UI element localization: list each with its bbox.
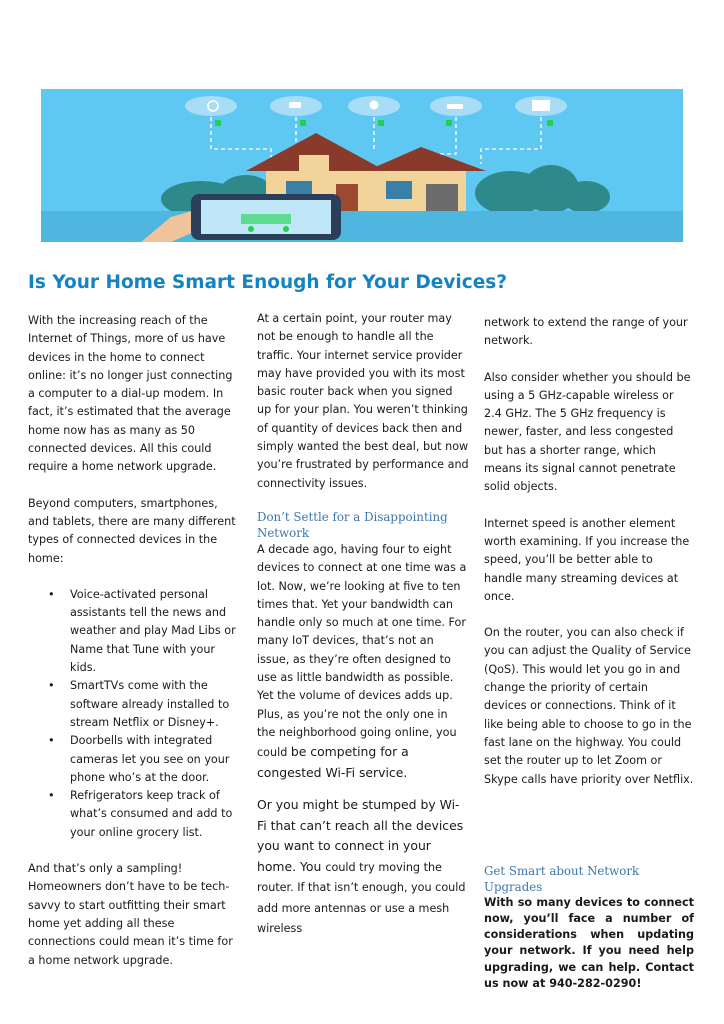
- device-types-paragraph: Beyond computers, smartphones, and tablets, there are many different types of connected devices in the home:: [28, 496, 236, 565]
- qos-paragraph: On the router, you can also check if you can adjust the Quality of Service (QoS). This would let you go in and change the priority of certain devices or connections. Think of it like being able to choose to go in the fast lane on the highway. You could set the router up to let Zoom or Skype calls have priority over Netflix.: [484, 626, 694, 786]
- bullet-icon: •: [48, 734, 55, 748]
- call-to-action: With so many devices to connect now, you’ll face a number of considerations when updating your network. If you need help upgrading, we can help. Contact us now at 940-282-0290!: [484, 895, 694, 990]
- list-item: • SmartTVs come with the software already installed to stream Netflix or Disney+.: [48, 679, 230, 729]
- list-item: • Refrigerators keep track of what’s consumed and add to your online grocery list.: [48, 789, 233, 839]
- list-item: • Doorbells with integrated cameras let you see on your phone who’s at the door.: [48, 734, 230, 784]
- page-title: Is Your Home Smart Enough for Your Devices?: [28, 272, 507, 293]
- device-list: [28, 586, 240, 842]
- bandwidth-paragraph: A decade ago, having four to eight devices to connect at one time was a lot. Now, we’re looking at five to ten times that. Yet your bandwidth can handle only so much at one time. For many IoT devices, that’s not an issue, as they’re often designed to use as little bandwidth as possible. Yet the volume of devices adds up. Plus, as you’re not the only one in the neighborhood going online, you could be competing for a congested Wi-Fi service.: [257, 542, 467, 780]
- column-3: [484, 314, 694, 992]
- column-2: [257, 310, 469, 939]
- section-heading-disappointing-network: Don’t Settle for a Disappointing Network: [257, 509, 448, 540]
- mesh-continuation-paragraph: network to extend the range of your network.: [484, 316, 688, 348]
- section-heading-network-upgrades: Get Smart about Network Upgrades: [484, 863, 640, 894]
- bullet-icon: •: [48, 587, 55, 601]
- hero-illustration: [41, 89, 683, 242]
- smart-home-illustration: [41, 89, 683, 242]
- wifi-reach-paragraph: Or you might be stumped by Wi-Fi that can’t reach all the devices you want to connect in your home. You could try moving the router. If that isn’t enough, you could add more antennas or use a mesh wireless: [257, 797, 466, 936]
- internet-speed-paragraph: Internet speed is another element worth examining. If you increase the speed, you’ll be better able to handle many streaming devices at once.: [484, 516, 690, 603]
- frequency-paragraph: Also consider whether you should be using a 5 GHz-capable wireless or 2.4 GHz. The 5 GHz frequency is newer, faster, and less congested but has a shorter range, which means its signal cannot penetrate solid objects.: [484, 370, 691, 494]
- column-1: [28, 312, 240, 970]
- router-paragraph: At a certain point, your router may not be enough to handle all the traffic. Your internet service provider may have provided you with its most basic router back when you signed up for your plan. You weren’t thinking of quantity of devices back then and simply wanted the best deal, but now you’re frustrated by performance and connectivity issues.: [257, 312, 469, 490]
- sampling-paragraph: And that’s only a sampling! Homeowners don’t have to be tech-savvy to start outfitting their smart home yet adding all these connections could mean it’s time for a home network upgrade.: [28, 862, 233, 967]
- intro-paragraph: With the increasing reach of the Internet of Things, more of us have devices in the home to connect online: it’s no longer just connecting a computer to a dial-up modem. In fact, it’s estimated that the average home now has as many as 50 connected devices. All this could require a home network upgrade.: [28, 314, 233, 474]
- list-item: • Voice-activated personal assistants tell the news and weather and play Mad Libs or Name that Tune with your kids.: [48, 587, 236, 675]
- bullet-icon: •: [48, 789, 55, 803]
- bullet-icon: •: [48, 679, 55, 693]
